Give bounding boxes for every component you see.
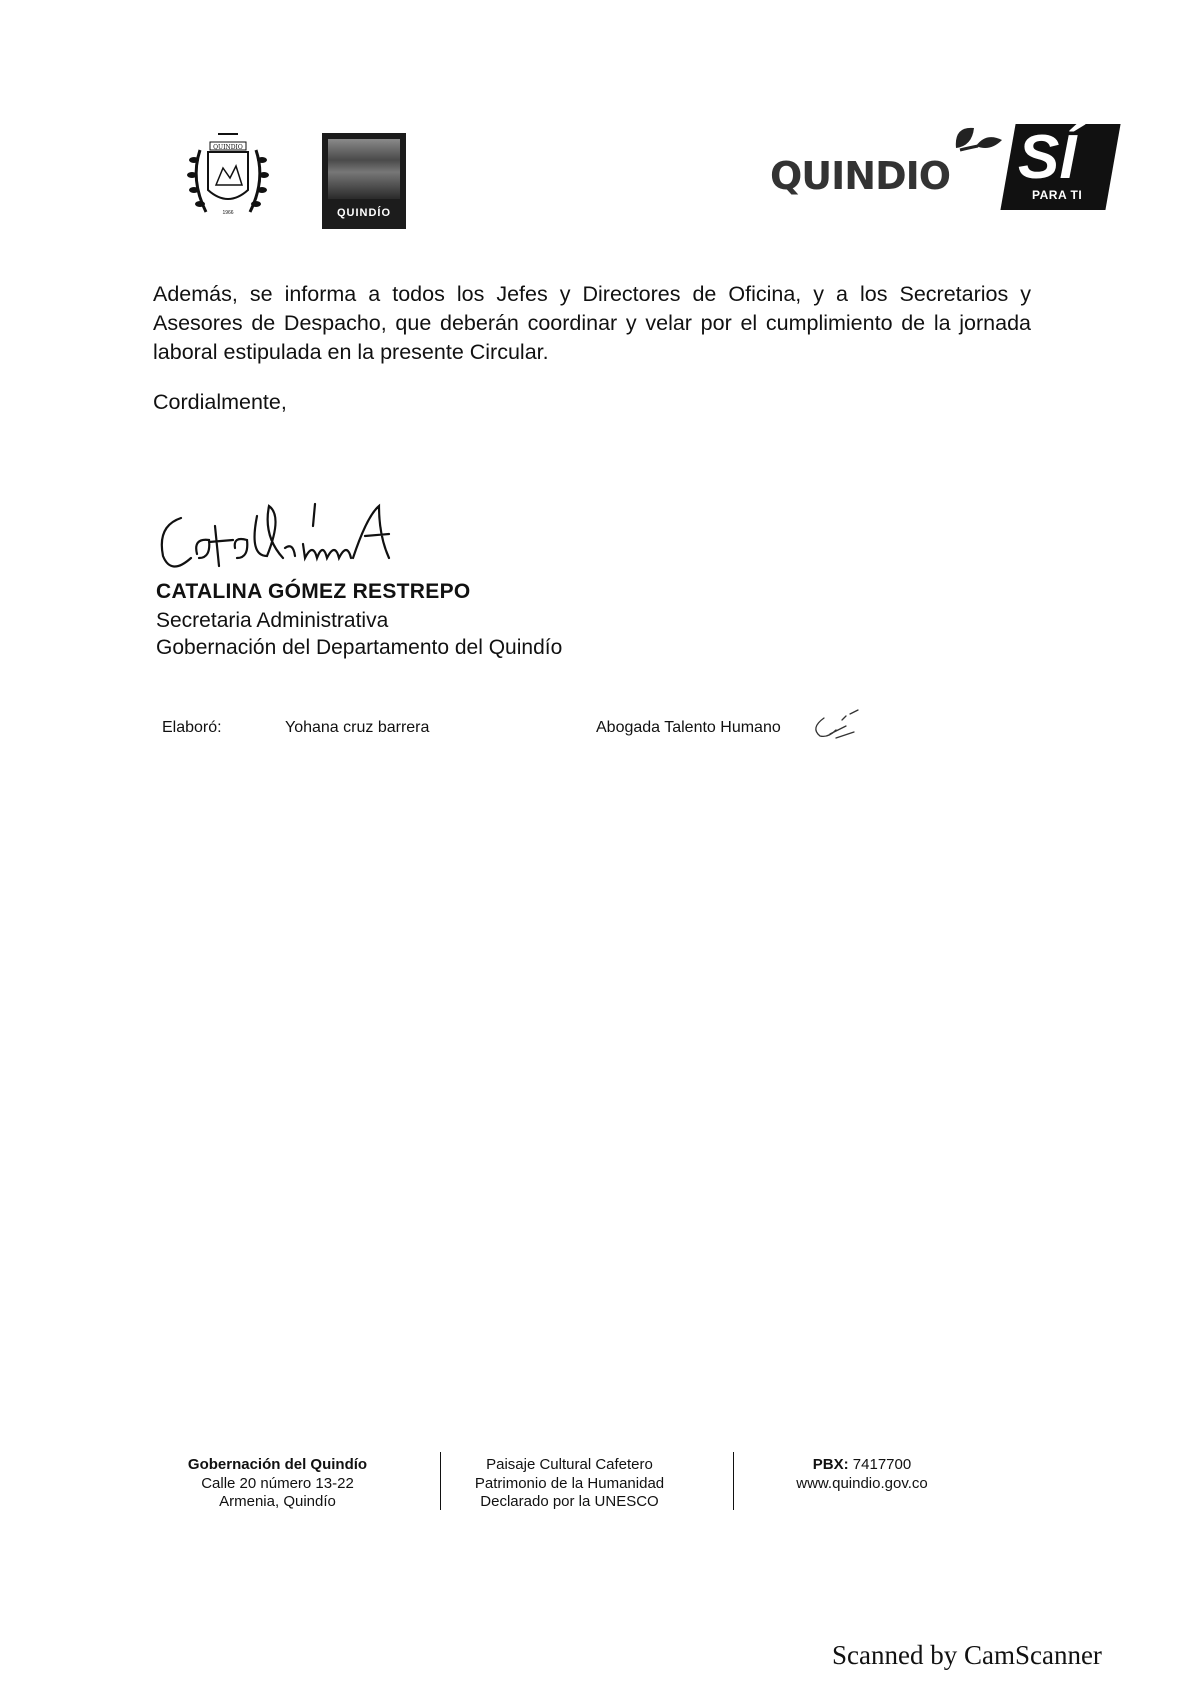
scanner-watermark: Scanned by CamScanner bbox=[832, 1640, 1102, 1670]
seal-text: QUINDIO bbox=[213, 144, 243, 151]
footer-org-title: Gobernación del Quindío bbox=[187, 1456, 368, 1473]
elaboro-name: Yohana cruz barrera bbox=[285, 719, 430, 736]
landscape-image bbox=[328, 139, 400, 199]
quindio-si-brand-logo bbox=[770, 118, 1125, 218]
footer-street: Calle 20 número 13-22 bbox=[201, 1474, 354, 1492]
brand-si: SÍ bbox=[1018, 123, 1077, 192]
leaf-icon bbox=[946, 118, 1016, 158]
footer-heritage-line3: Declarado por la UNESCO bbox=[480, 1493, 659, 1510]
footer-city: Armenia, Quindío bbox=[219, 1493, 336, 1510]
footer-heritage-line1: Paisaje Cultural Cafetero bbox=[486, 1456, 653, 1473]
footer-heritage bbox=[452, 1456, 687, 1512]
svg-text:1966: 1966 bbox=[222, 210, 234, 216]
elaboro-label: Elaboró: bbox=[162, 719, 222, 736]
signatory-name: CATALINA GÓMEZ RESTREPO bbox=[156, 580, 471, 603]
signatory-organization: Gobernación del Departamento del Quindío bbox=[156, 636, 563, 659]
brand-word: QUINDIO bbox=[770, 154, 951, 198]
footer-website: www.quindio.gov.co bbox=[796, 1474, 928, 1492]
initials-signature bbox=[806, 708, 866, 744]
footer-heritage-line2: Patrimonio de la Humanidad bbox=[474, 1474, 665, 1492]
footer-divider bbox=[733, 1452, 734, 1510]
signatory-role: Secretaria Administrativa bbox=[156, 609, 389, 632]
footer-pbx-label: PBX: bbox=[812, 1456, 849, 1473]
elaboro-role: Abogada Talento Humano bbox=[596, 719, 781, 736]
brand-tagline: PARA TI bbox=[1032, 188, 1083, 202]
quindio-photo-logo bbox=[322, 133, 406, 229]
footer-contact bbox=[742, 1456, 982, 1493]
body-paragraph: Además, se informa a todos los Jefes y Directores de Oficina, y a los Secretarios y Asesores de Despacho, que deberán coordinar y velar por el cumplimiento de la jornada laboral estipulada en la presente Circular. bbox=[153, 282, 1031, 364]
handwritten-signature bbox=[153, 496, 453, 586]
department-seal bbox=[178, 130, 278, 230]
footer-divider bbox=[440, 1452, 441, 1510]
footer-pbx-value: 7417700 bbox=[852, 1456, 912, 1473]
photo-logo-label: QUINDÍO bbox=[336, 207, 392, 219]
closing-salutation: Cordialmente, bbox=[153, 390, 287, 414]
footer-address bbox=[160, 1456, 395, 1512]
